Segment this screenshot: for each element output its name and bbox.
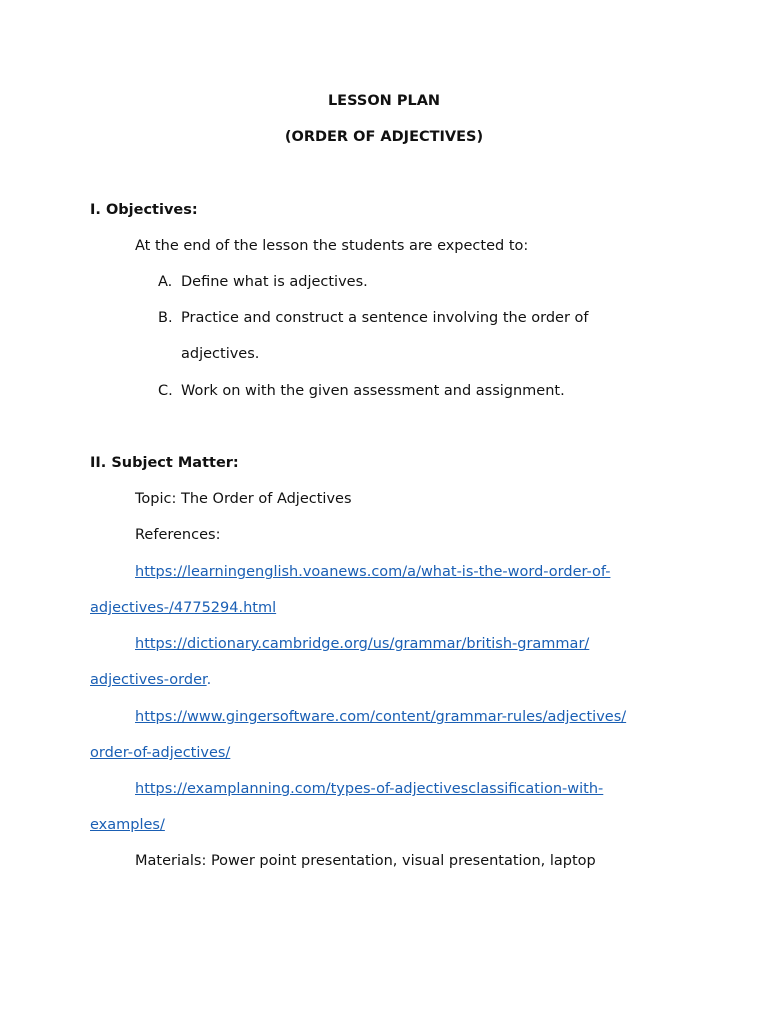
objectives-heading: I. Objectives:: [90, 202, 198, 218]
reference-4-line1[interactable]: [135, 779, 603, 799]
objective-item-a: Define what is adjectives.: [181, 274, 368, 290]
reference-2-trailing-period: .: [206, 672, 212, 688]
subject-matter-heading: II. Subject Matter:: [90, 455, 239, 471]
objective-item-c: Work on with the given assessment and assignment.: [181, 383, 565, 399]
reference-4-line2[interactable]: [90, 815, 165, 835]
reference-2-line1[interactable]: [135, 634, 589, 654]
reference-3-line1[interactable]: [135, 707, 626, 727]
objective-marker-a: A.: [158, 274, 173, 290]
reference-link-examplanning-cont[interactable]: examples/: [90, 817, 165, 833]
reference-2-line2[interactable]: [90, 670, 211, 690]
reference-link-voanews-cont[interactable]: adjectives-/4775294.html: [90, 600, 277, 616]
reference-link-cambridge-cont[interactable]: adjectives-order: [90, 672, 207, 688]
reference-link-voanews[interactable]: https://learningenglish.voanews.com/a/what-is-the-word-order-of-: [135, 564, 611, 580]
objective-item-b-line1: Practice and construct a sentence involving the order of: [181, 310, 589, 326]
materials-line: Materials: Power point presentation, visual presentation, laptop: [135, 853, 596, 869]
reference-link-cambridge[interactable]: https://dictionary.cambridge.org/us/grammar/british-grammar/: [135, 636, 590, 652]
objective-marker-c: C.: [158, 383, 173, 399]
reference-1-line2[interactable]: [90, 598, 276, 618]
topic-line: Topic: The Order of Adjectives: [135, 491, 352, 507]
reference-link-gingersoftware-cont[interactable]: order-of-adjectives/: [90, 745, 231, 761]
reference-1-line1[interactable]: [135, 562, 610, 582]
reference-link-examplanning[interactable]: https://examplanning.com/types-of-adjectivesclassification-with-: [135, 781, 604, 797]
objectives-intro: At the end of the lesson the students are expected to:: [135, 238, 529, 254]
objective-marker-b: B.: [158, 310, 173, 326]
reference-3-line2[interactable]: [90, 743, 230, 763]
document-subtitle: (ORDER OF ADJECTIVES): [284, 129, 484, 145]
references-label: References:: [135, 527, 221, 543]
objective-item-b-line2: adjectives.: [181, 346, 260, 362]
reference-link-gingersoftware[interactable]: https://www.gingersoftware.com/content/grammar-rules/adjectives/: [135, 709, 627, 725]
document-title: LESSON PLAN: [327, 93, 441, 109]
